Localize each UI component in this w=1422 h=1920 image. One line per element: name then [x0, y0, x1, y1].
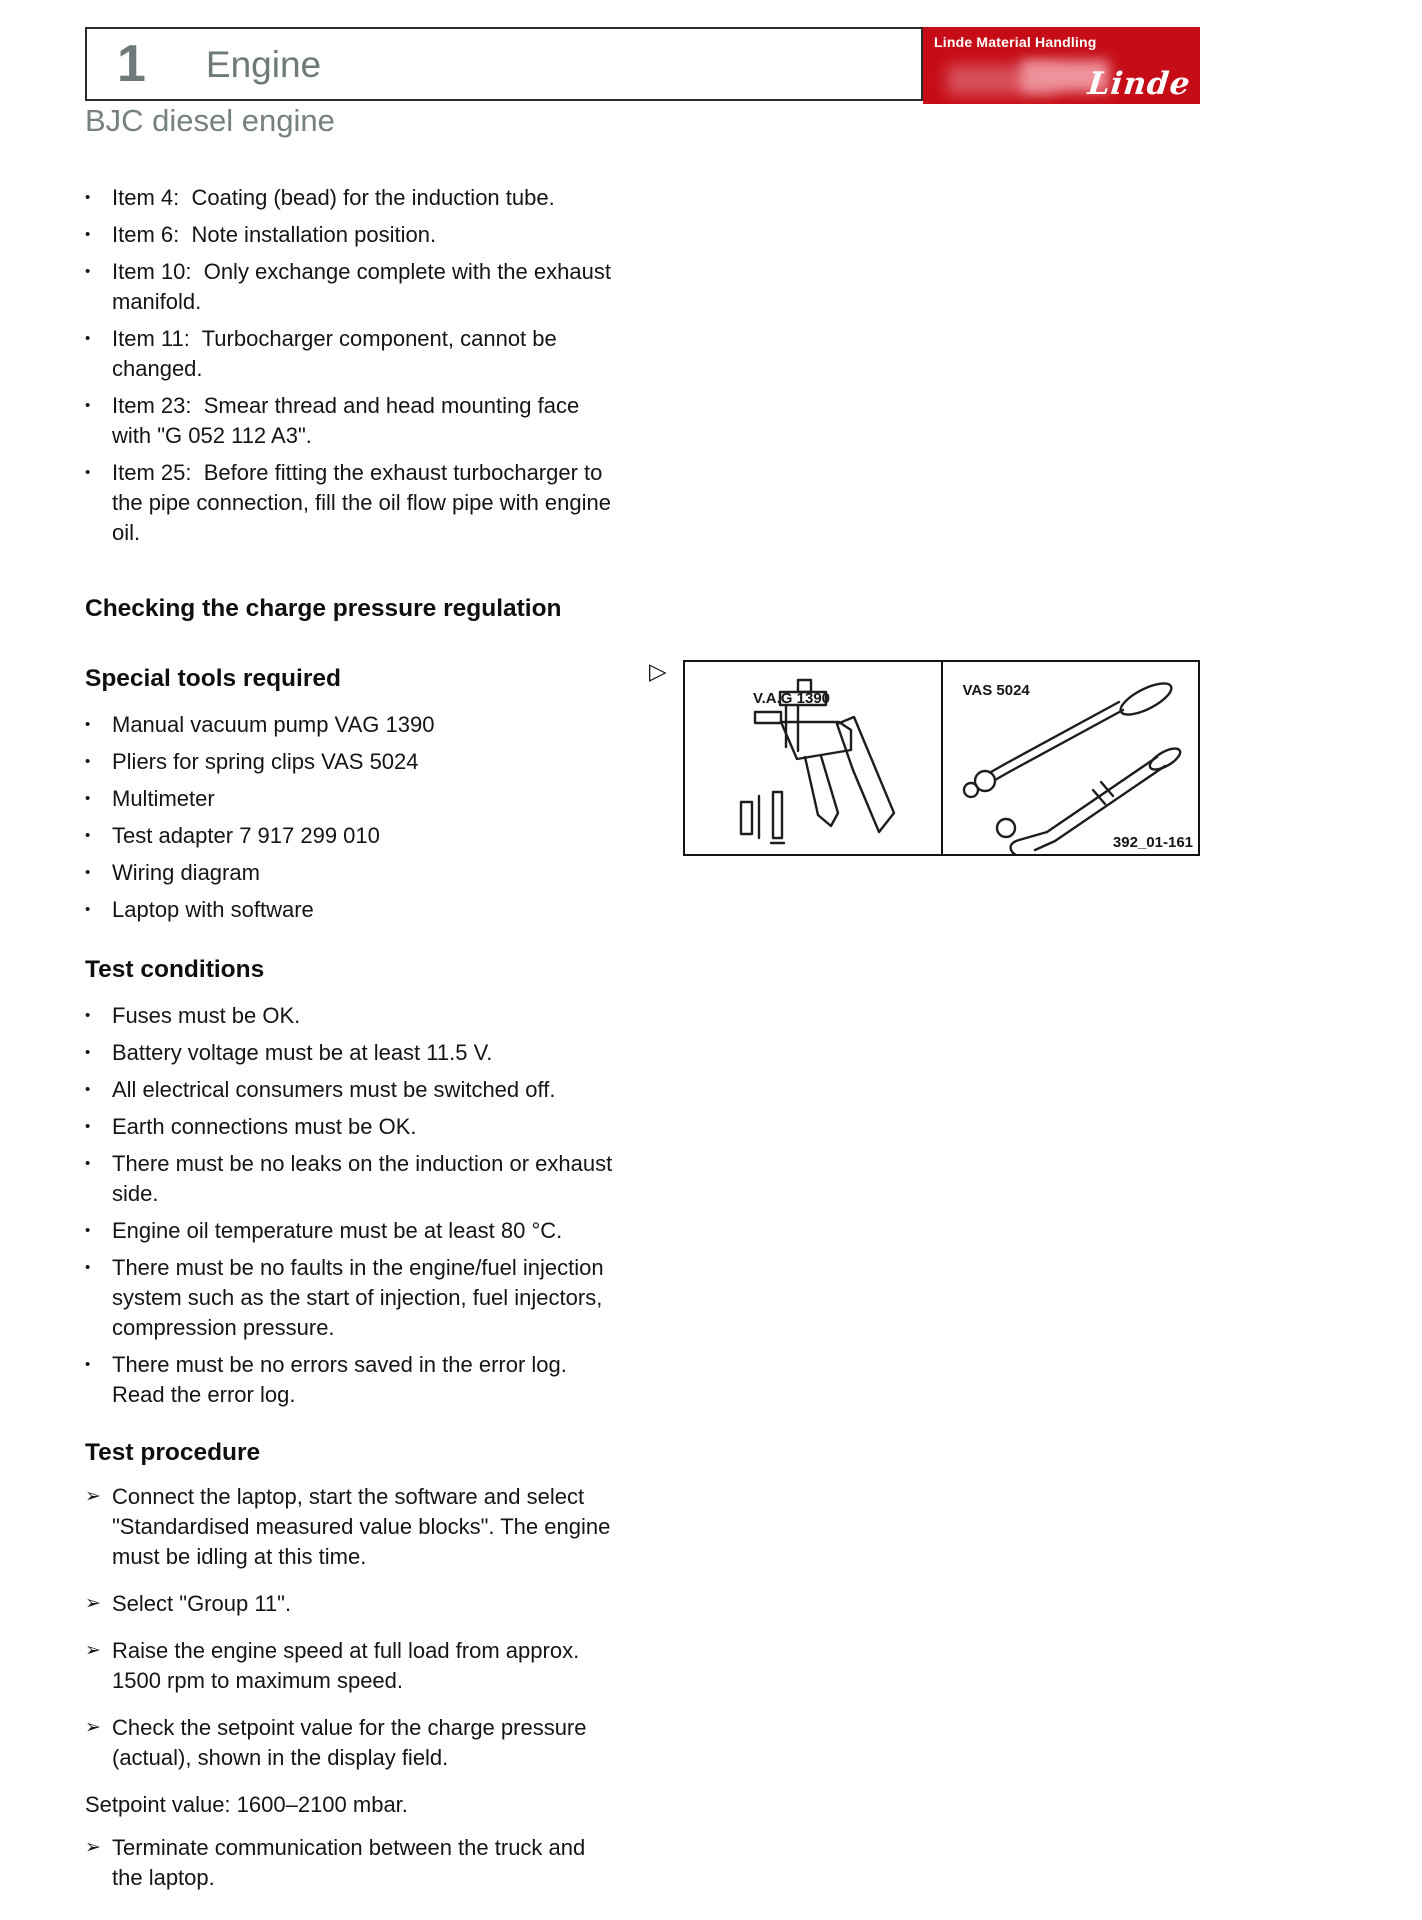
setpoint-value-line: Setpoint value: 1600–2100 mbar. [85, 1792, 408, 1817]
condition-text: Fuses must be OK. [112, 1003, 301, 1028]
condition-text: Earth connections must be OK. [112, 1114, 417, 1139]
page-subtitle: BJC diesel engine [85, 103, 335, 138]
list-item [85, 1149, 620, 1209]
note-text: Item 10: Only exchange complete with the exhaust manifold. [112, 259, 611, 314]
list-item [85, 1636, 620, 1696]
main-text-column [85, 0, 620, 1900]
pointer-triangle-icon: ▷ [649, 658, 667, 684]
list-item [85, 784, 620, 814]
section-title-test-conditions: Test conditions [85, 956, 265, 983]
bullet-icon: • [85, 397, 91, 414]
section-title-test-procedure: Test procedure [85, 1439, 261, 1466]
section-title-checking: Checking the charge pressure regulation [85, 595, 562, 622]
note-text: Item 11: Turbocharger component, cannot be changed. [112, 326, 557, 381]
list-item [85, 858, 620, 888]
bullet-icon: • [85, 1222, 91, 1239]
list-item [85, 821, 620, 851]
step-text: Connect the laptop, start the software and select "Standardised measured value blocks". The engine must be idling at this time. [112, 1484, 611, 1569]
special-tools-list [85, 710, 620, 925]
pliers-illustration [943, 662, 1196, 854]
step-text: Raise the engine speed at full load from approx. 1500 rpm to maximum speed. [112, 1638, 580, 1693]
step-text: Select "Group 11". [112, 1591, 292, 1616]
arrow-bullet-icon: ➢ [85, 1593, 101, 1614]
bullet-icon: • [85, 226, 91, 243]
tool-text: Manual vacuum pump VAG 1390 [112, 712, 435, 737]
condition-text: There must be no faults in the engine/fuel injection system such as the start of injection, fuel injectors, compression pressure. [112, 1255, 604, 1340]
list-item [85, 220, 620, 250]
arrow-bullet-icon: ➢ [85, 1640, 101, 1661]
chapter-number: 1 [117, 35, 146, 93]
note-text: Item 25: Before fitting the exhaust turbocharger to the pipe connection, fill the oil flow pipe with engine oil. [112, 460, 611, 545]
section-title-special-tools: Special tools required [85, 665, 341, 692]
bullet-icon: • [85, 1118, 91, 1135]
list-item [85, 747, 620, 777]
arrow-bullet-icon: ➢ [85, 1717, 101, 1738]
list-item [85, 458, 620, 548]
list-item [85, 391, 620, 451]
note-text: Item 6: Note installation position. [112, 222, 437, 247]
item-notes-list [85, 183, 620, 548]
tool-text: Laptop with software [112, 897, 314, 922]
bullet-icon: • [85, 189, 91, 206]
chapter-title: Engine [205, 43, 322, 85]
tool-text: Wiring diagram [112, 860, 260, 885]
list-item [85, 1001, 620, 1031]
bullet-icon: • [85, 901, 91, 918]
list-item [85, 1482, 620, 1572]
bullet-icon: • [85, 330, 91, 347]
bullet-icon: • [85, 464, 91, 481]
figure-label: V.A.G 1390 [753, 690, 830, 707]
condition-text: Battery voltage must be at least 11.5 V. [112, 1040, 493, 1065]
bullet-icon: • [85, 1081, 91, 1098]
bullet-icon: • [85, 827, 91, 844]
condition-text: All electrical consumers must be switched off. [112, 1077, 556, 1102]
list-item [85, 710, 620, 740]
bullet-icon: • [85, 790, 91, 807]
test-procedure-final-list [85, 1833, 620, 1893]
bullet-icon: • [85, 864, 91, 881]
list-item [85, 1216, 620, 1246]
arrow-bullet-icon: ➢ [85, 1837, 101, 1858]
condition-text: Engine oil temperature must be at least 80 °C. [112, 1218, 563, 1243]
special-tools-figure [683, 660, 1200, 856]
list-item [85, 1112, 620, 1142]
list-item [85, 1350, 620, 1410]
bullet-icon: • [85, 1044, 91, 1061]
bullet-icon: • [85, 716, 91, 733]
figure-panel-pliers [943, 662, 1199, 854]
bullet-icon: • [85, 1259, 91, 1276]
bullet-icon: • [85, 1155, 91, 1172]
bullet-icon: • [85, 753, 91, 770]
linde-script-wordmark: Linde [1086, 66, 1193, 102]
condition-text: There must be no errors saved in the error log. Read the error log. [112, 1352, 567, 1407]
tool-text: Multimeter [112, 786, 215, 811]
list-item [85, 1713, 620, 1773]
figure-label: VAS 5024 [962, 682, 1030, 699]
logo-brand-line: Linde Material Handling [934, 34, 1097, 50]
condition-text: There must be no leaks on the induction or exhaust side. [112, 1151, 613, 1206]
step-text: Terminate communication between the truck and the laptop. [112, 1835, 586, 1890]
note-text: Item 4: Coating (bead) for the induction tube. [112, 185, 555, 210]
list-item [85, 1038, 620, 1068]
linde-logo [923, 27, 1200, 104]
list-item [85, 1589, 620, 1619]
list-item [85, 1075, 620, 1105]
list-item [85, 1833, 620, 1893]
arrow-bullet-icon: ➢ [85, 1486, 101, 1507]
list-item [85, 183, 620, 213]
figure-panel-vacuum-pump [685, 662, 943, 854]
bullet-icon: • [85, 1007, 91, 1024]
list-item [85, 895, 620, 925]
tool-text: Pliers for spring clips VAS 5024 [112, 749, 419, 774]
test-conditions-list [85, 1001, 620, 1410]
vacuum-pump-illustration [685, 662, 941, 854]
test-procedure-list [85, 1482, 620, 1773]
list-item [85, 257, 620, 317]
note-text: Item 23: Smear thread and head mounting face with "G 052 112 A3". [112, 393, 580, 448]
list-item [85, 1253, 620, 1343]
step-text: Check the setpoint value for the charge pressure (actual), shown in the display field. [112, 1715, 587, 1770]
list-item [85, 324, 620, 384]
tool-text: Test adapter 7 917 299 010 [112, 823, 380, 848]
bullet-icon: • [85, 263, 91, 280]
bullet-icon: • [85, 1356, 91, 1373]
figure-reference-number: 392_01-161 [1112, 834, 1193, 851]
